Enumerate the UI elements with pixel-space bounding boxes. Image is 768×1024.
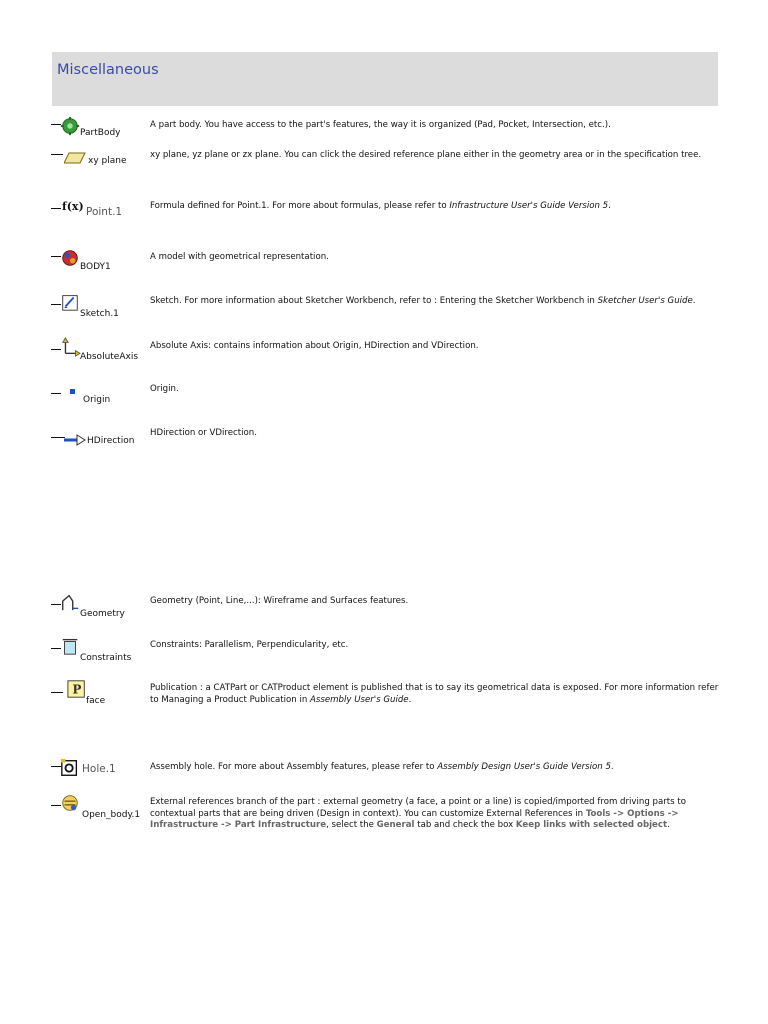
description: Formula defined for Point.1. For more about formulas, please refer to Infrastructure User's Guide Version 5. bbox=[150, 201, 611, 211]
arrow-icon bbox=[64, 430, 86, 450]
geometry-icon bbox=[59, 592, 81, 612]
tree-label[interactable]: Geometry bbox=[80, 609, 125, 619]
constraints-icon bbox=[59, 636, 81, 656]
tree-label[interactable]: Constraints bbox=[80, 653, 132, 663]
publication-icon bbox=[66, 679, 88, 699]
tree-label[interactable]: face bbox=[86, 696, 106, 706]
hole-icon bbox=[59, 758, 81, 778]
description: Sketch. For more information about Sketcher Workbench, refer to : Entering the Sketcher Workbench in Sketcher User's Guide. bbox=[150, 296, 696, 306]
tree-connector bbox=[51, 393, 61, 394]
description: Assembly hole. For more about Assembly features, please refer to Assembly Design User's Guide Version 5. bbox=[150, 762, 614, 772]
description: Constraints: Parallelism, Perpendicularity, etc. bbox=[150, 640, 349, 650]
tree-connector bbox=[51, 208, 61, 209]
description: Geometry (Point, Line,...): Wireframe and Surfaces features. bbox=[150, 596, 409, 606]
section-header bbox=[52, 52, 718, 106]
description: xy plane, yz plane or zx plane. You can click the desired reference plane either in the geometry area or in the specification tree. bbox=[150, 150, 702, 160]
model-icon bbox=[59, 248, 81, 268]
tree-label[interactable]: Open_body.1 bbox=[82, 810, 141, 820]
tree-label[interactable]: AbsoluteAxis bbox=[80, 352, 139, 362]
formula-icon: f(x) bbox=[62, 200, 84, 213]
description: A part body. You have access to the part's features, the way it is organized (Pad, Pocket, Intersection, etc.). bbox=[150, 120, 611, 130]
tree-label[interactable]: Origin bbox=[83, 395, 111, 405]
description: A model with geometrical representation. bbox=[150, 252, 329, 262]
tree-connector bbox=[51, 692, 63, 693]
tree-connector bbox=[51, 154, 63, 155]
sketch-icon bbox=[59, 292, 81, 312]
description: Absolute Axis: contains information about Origin, HDirection and VDirection. bbox=[150, 341, 479, 351]
external-references-icon bbox=[59, 793, 81, 813]
tree-label[interactable]: xy plane bbox=[88, 156, 127, 166]
plane-icon bbox=[64, 148, 86, 168]
section-title: Miscellaneous bbox=[57, 62, 159, 78]
tree-label[interactable]: PartBody bbox=[80, 128, 121, 138]
tree-label[interactable]: Sketch.1 bbox=[80, 309, 119, 319]
description: Origin. bbox=[150, 384, 179, 394]
tree-label[interactable]: HDirection bbox=[87, 436, 135, 446]
tree-connector bbox=[51, 437, 65, 438]
tree-label[interactable]: Hole.1 bbox=[82, 763, 116, 775]
tree-label[interactable]: Point.1 bbox=[86, 206, 123, 218]
axis-icon bbox=[59, 337, 81, 357]
description: Publication : a CATPart or CATProduct element is published that is to say its geometrical data is exposed. For more information refer to Managing a Product Publication in Assembly User's Guide. bbox=[150, 683, 719, 705]
gear-icon bbox=[59, 116, 81, 136]
svg-text:P: P bbox=[72, 682, 82, 697]
origin-icon bbox=[70, 389, 76, 395]
tree-label[interactable]: BODY1 bbox=[80, 262, 111, 272]
description: External references branch of the part : external geometry (a face, a point or a line) is copied/imported from driving parts to contextual parts that are being driven (Design in context). You can customize External References in Tools -> Options -> Infrastructure -> Part Infrastructure, select the General tab and check the box Keep links with selected object. bbox=[150, 797, 686, 830]
description: HDirection or VDirection. bbox=[150, 428, 257, 438]
